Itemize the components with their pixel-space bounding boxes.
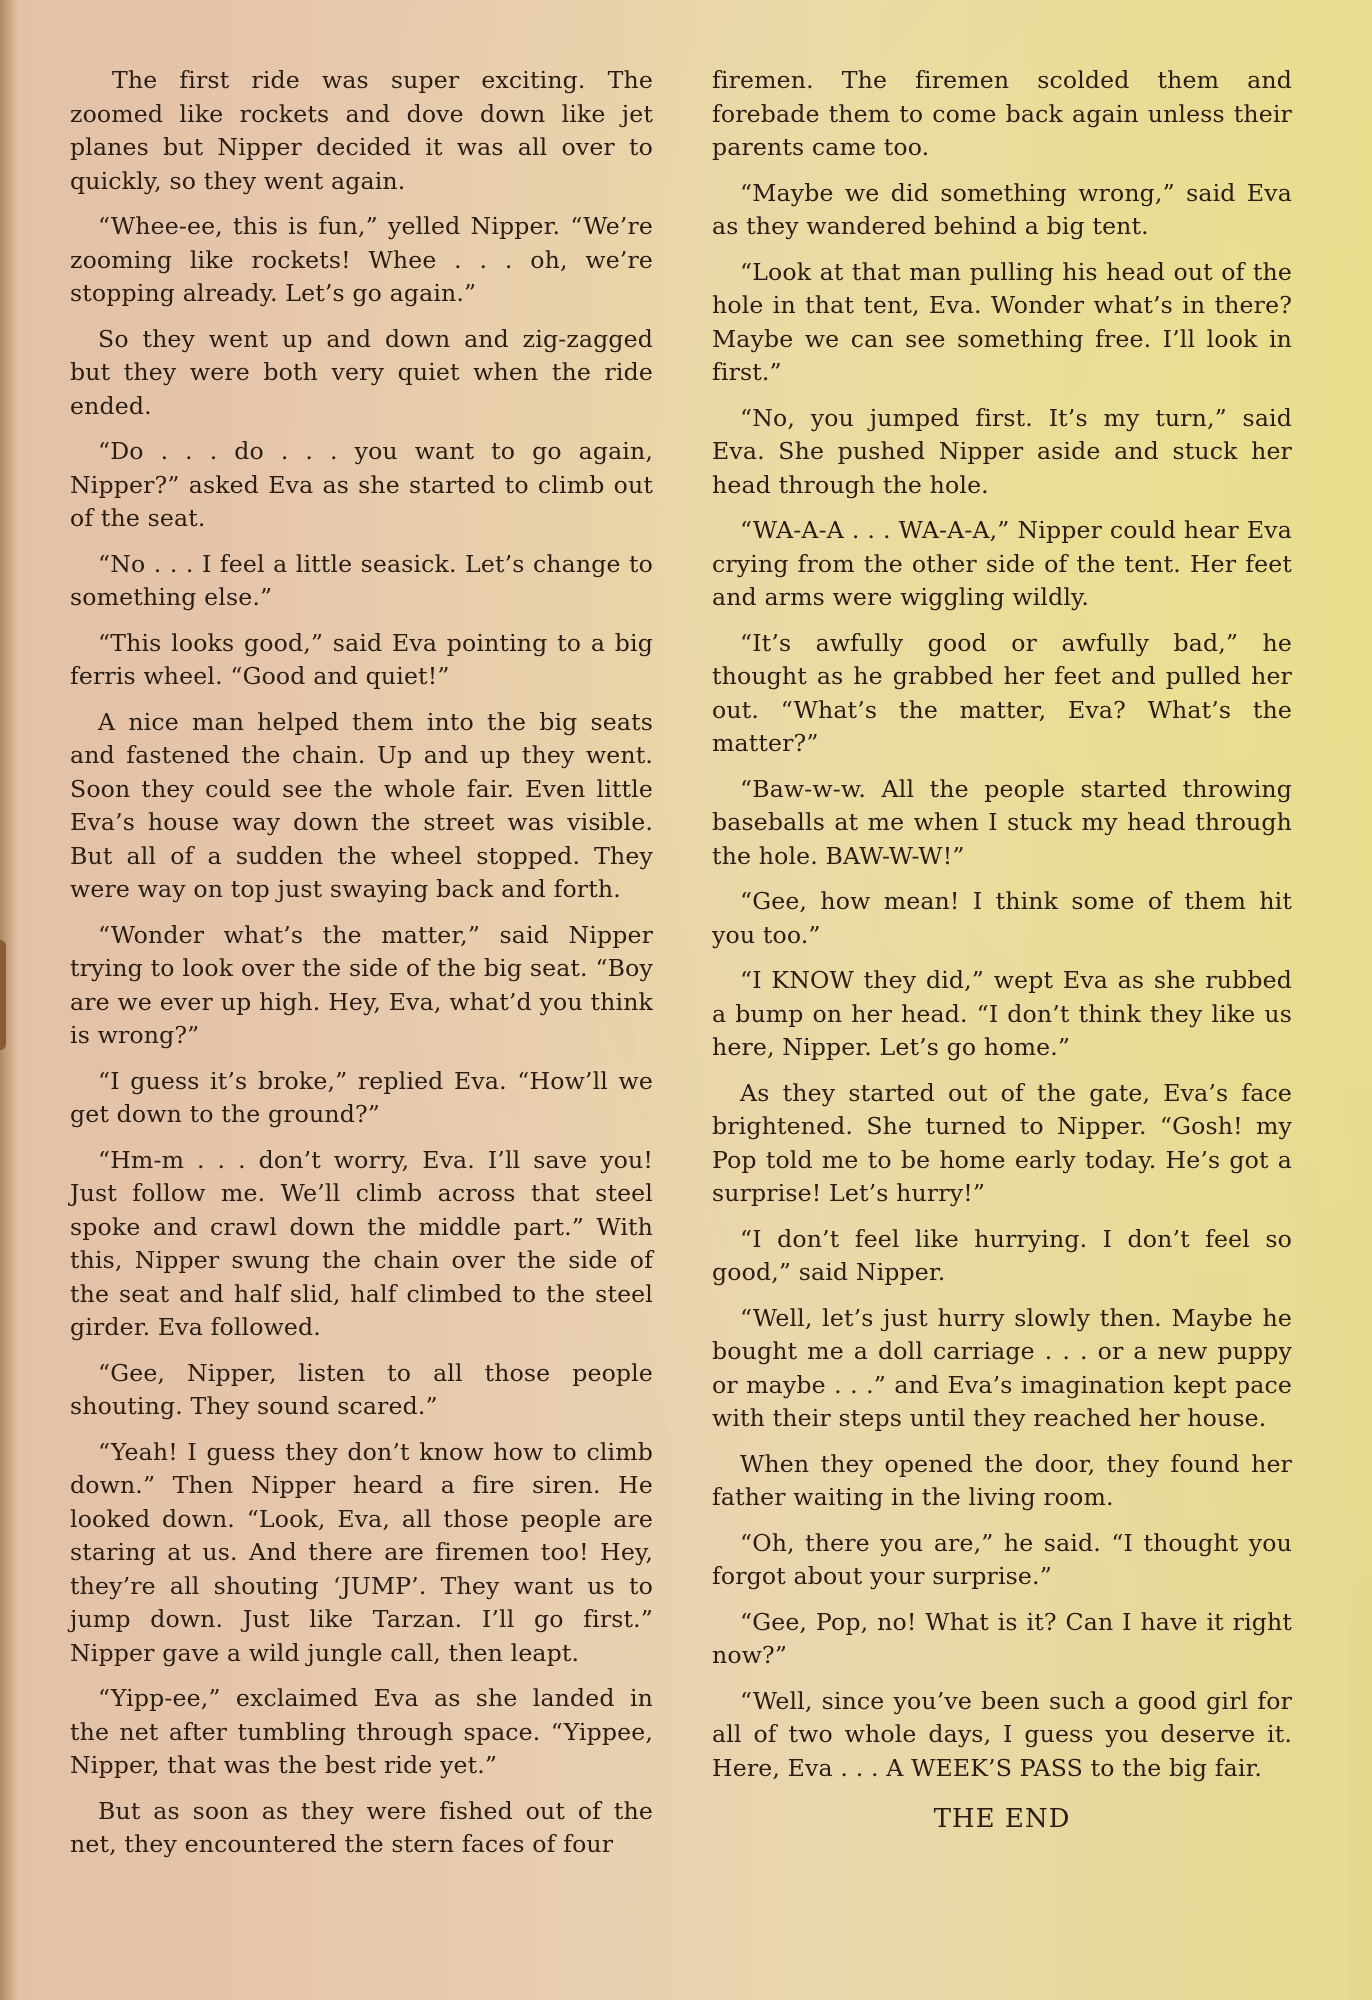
- paragraph: “No . . . I feel a little seasick. Let’s change to something else.”: [70, 549, 653, 611]
- paragraph: “Well, let’s just hurry slowly then. Maybe he bought me a doll carriage . . . or a new puppy or maybe . . .” and Eva’s imagination kept pace with their steps until they reached her house.: [712, 1303, 1292, 1432]
- paragraph: “Gee, Nipper, listen to all those people shouting. They sound scared.”: [70, 1358, 653, 1420]
- paragraph: “No, you jumped first. It’s my turn,” said Eva. She pushed Nipper aside and stuck her head through the hole.: [712, 403, 1292, 499]
- paragraph: “Baw-w-w. All the people started throwing baseballs at me when I stuck my head through the hole. BAW-W-W!”: [712, 774, 1292, 870]
- paragraph: “Well, since you’ve been such a good girl for all of two whole days, I guess you deserve it. Here, Eva . . . A WEEK’S PASS to the big fair.: [712, 1686, 1292, 1782]
- paragraph: “WA-A-A . . . WA-A-A,” Nipper could hear Eva crying from the other side of the tent. Her feet and arms were wiggling wildly.: [712, 516, 1292, 611]
- paragraph: The first ride was super exciting. The zoomed like rockets and dove down like jet planes but Nipper decided it was all over to quickly, so they went again.: [70, 66, 653, 195]
- paragraph: “Wonder what’s the matter,” said Nipper trying to look over the side of the big seat. “Boy are we ever up high. Hey, Eva, what’d you think is wrong?”: [70, 920, 653, 1049]
- paragraph: “Whee-ee, this is fun,” yelled Nipper. “We’re zooming like rockets! Whee . . . oh, we’re stopping already. Let’s go again.”: [70, 212, 653, 307]
- page-edge: [0, 940, 6, 1050]
- paragraph: “I don’t feel like hurrying. I don’t feel so good,” said Nipper.: [712, 1224, 1292, 1286]
- paragraph: “It’s awfully good or awfully bad,” he thought as he grabbed her feet and pulled her out. “What’s the matter, Eva? What’s the matter?”: [712, 628, 1292, 757]
- paragraph: “Oh, there you are,” he said. “I thought you forgot about your surprise.”: [712, 1528, 1292, 1590]
- paragraph: But as soon as they were fished out of the net, they encountered the stern faces of four: [70, 1796, 653, 1858]
- paragraph: A nice man helped them into the big seats and fastened the chain. Up and up they went. Soon they could see the whole fair. Even little Eva’s house way down the street was visible. But all of a sudden the wheel stopped. They were way on top just swaying back and forth.: [70, 707, 653, 903]
- story-column-left: [70, 64, 653, 1874]
- the-end-label: THE END: [933, 1804, 1071, 1834]
- paragraph: As they started out of the gate, Eva’s face brightened. She turned to Nipper. “Gosh! my Pop told me to be home early today. He’s got a surprise! Let’s hurry!”: [712, 1078, 1292, 1207]
- paragraph: firemen. The firemen scolded them and forebade them to come back again unless their parents came too.: [712, 66, 1292, 161]
- paragraph: “I KNOW they did,” wept Eva as she rubbed a bump on her head. “I don’t think they like us here, Nipper. Let’s go home.”: [712, 966, 1292, 1061]
- paragraph: “Look at that man pulling his head out of the hole in that tent, Eva. Wonder what’s in there? Maybe we can see something free. I’ll look in first.”: [712, 257, 1292, 386]
- paragraph: “This looks good,” said Eva pointing to a big ferris wheel. “Good and quiet!”: [70, 628, 653, 690]
- paragraph: “Maybe we did something wrong,” said Eva as they wandered behind a big tent.: [712, 178, 1292, 240]
- paragraph: So they went up and down and zig-zagged but they were both very quiet when the ride ended.: [70, 324, 653, 420]
- story-column-right: [712, 64, 1292, 1849]
- paragraph: When they opened the door, they found her father waiting in the living room.: [712, 1449, 1292, 1511]
- paragraph: “Yeah! I guess they don’t know how to climb down.” Then Nipper heard a fire siren. He looked down. “Look, Eva, all those people are staring at us. And there are firemen too! Hey, they’re all shouting ‘JUMP’. They want us to jump down. Just like Tarzan. I’ll go first.” Nipper gave a wild jungle call, then leapt.: [70, 1437, 653, 1667]
- paragraph: “Yipp-ee,” exclaimed Eva as she landed in the net after tumbling through space. “Yippee, Nipper, that was the best ride yet.”: [70, 1684, 653, 1779]
- paragraph: “I guess it’s broke,” replied Eva. “How’ll we get down to the ground?”: [70, 1066, 653, 1128]
- paragraph: “Gee, Pop, no! What is it? Can I have it right now?”: [712, 1607, 1292, 1669]
- paragraph: “Gee, how mean! I think some of them hit you too.”: [712, 887, 1292, 949]
- paragraph: “Hm-m . . . don’t worry, Eva. I’ll save you! Just follow me. We’ll climb across that steel spoke and crawl down the middle part.” With this, Nipper swung the chain over the side of the seat and half slid, half climbed to the steel girder. Eva followed.: [70, 1145, 653, 1341]
- paragraph: “Do . . . do . . . you want to go again, Nipper?” asked Eva as she started to climb out of the seat.: [70, 437, 653, 532]
